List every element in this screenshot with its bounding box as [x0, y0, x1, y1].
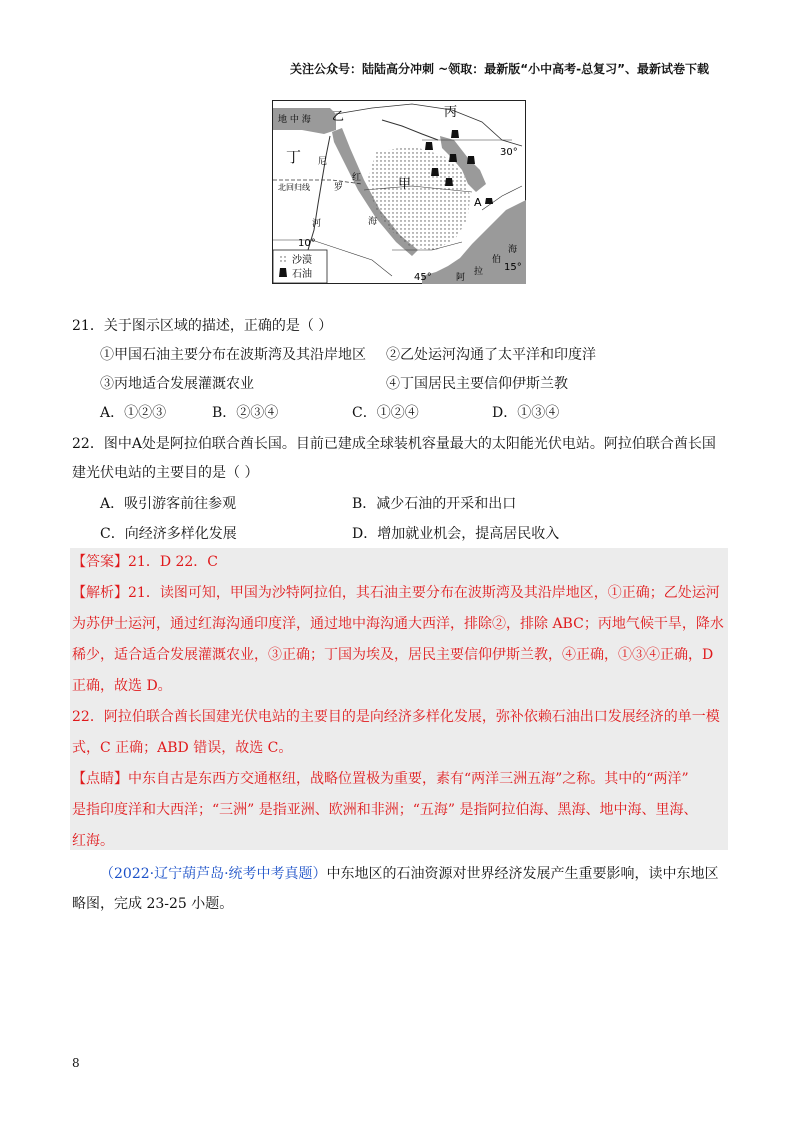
q22-stem-line1: 22．图中A处是阿拉伯联合酋长国。目前已建成全球装机容量最大的太阳能光伏电站。阿拉伯联合酋长国 — [72, 436, 716, 452]
label-a-char: 阿 — [456, 273, 466, 283]
q21-option-4: ④丁国居民主要信仰伊斯兰教 — [386, 376, 568, 392]
q21-choice-b: B．②③④ — [212, 405, 279, 421]
explanation-line-4: 正确，故选 D。 — [72, 678, 172, 694]
legend-oil-icon — [279, 268, 287, 277]
q21-choice-d: D．①③④ — [492, 405, 560, 421]
q21-option-2: ②乙处运河沟通了太平洋和印度洋 — [386, 347, 596, 363]
legend-oil-label: 石油 — [292, 269, 312, 280]
next-intro-line2: 略图，完成 23-25 小题。 — [72, 896, 234, 912]
label-bo: 伯 — [492, 255, 502, 265]
label-lat15: 15° — [504, 262, 522, 273]
label-bing: 丙 — [444, 105, 458, 120]
q21-choice-c: C．①②④ — [352, 405, 419, 421]
tip-line-1: 【点睛】中东自古是东西方交通枢纽，战略位置极为重要，素有“两洋三洲五海”之称。其中的“两洋” — [72, 771, 689, 787]
label-lon45: 45° — [414, 272, 432, 283]
q22-choice-d: D．增加就业机会，提高居民收入 — [352, 526, 560, 542]
answer-line: 【答案】21．D 22．C — [72, 554, 219, 570]
page-number: 8 — [72, 1056, 80, 1070]
tip-line-3: 红海。 — [72, 833, 114, 849]
label-ni: 尼 — [318, 157, 328, 167]
explanation-line-2: 为苏伊士运河，通过红海沟通印度洋，通过地中海沟通大西洋，排除②，排除 ABC；丙地气候干旱，降水 — [72, 616, 724, 632]
explanation-line-5: 22．阿拉伯联合酋长国建光伏电站的主要目的是向经济多样化发展，弥补依赖石油出口发展经济的单一模 — [72, 709, 720, 725]
next-text-1: 中东地区的石油资源对世界经济发展产生重要影响，读中东地区 — [326, 866, 719, 882]
label-hai-red: 海 — [368, 217, 378, 227]
q21-option-1: ①甲国石油主要分布在波斯湾及其沿岸地区 — [100, 347, 366, 363]
label-lat10: 10° — [298, 238, 316, 249]
legend-desert-swatch — [278, 255, 288, 263]
map-svg — [272, 100, 526, 284]
explanation-line-3: 稀少，适合适合发展灌溉农业，③正确；丁国为埃及，居民主要信仰伊斯兰教，④正确，①③④正确，D — [72, 647, 714, 663]
label-he: 河 — [312, 219, 322, 229]
label-yi: 乙 — [332, 109, 345, 123]
next-source: （2022·辽宁葫芦岛·统考中考真题） — [100, 866, 327, 882]
label-arab-hai: 海 — [508, 245, 518, 255]
q21-choice-a: A．①②③ — [100, 405, 167, 421]
label-mediterranean: 地 中 海 — [278, 115, 311, 125]
legend-desert-label: 沙漠 — [292, 255, 312, 266]
page-header: 关注公众号：陆陆高分冲刺 ~领取：最新版“小中高考-总复习”、最新试卷下载 — [290, 62, 709, 76]
label-ding: 丁 — [286, 148, 302, 166]
label-tropic: 北回归线 — [278, 183, 310, 192]
label-luo: 罗 — [334, 183, 344, 193]
label-a: A — [474, 196, 482, 209]
q21-option-3: ③丙地适合发展灌溉农业 — [100, 376, 254, 392]
q22-choice-a: A．吸引游客前往参观 — [100, 496, 237, 512]
label-la: 拉 — [474, 267, 484, 277]
q22-stem-line2: 建光伏电站的主要目的是（ ） — [72, 465, 259, 481]
tip-line-2: 是指印度洋和大西洋；“三洲” 是指亚洲、欧洲和非洲；“五海” 是指阿拉伯海、黑海、地中海、里海、 — [72, 802, 698, 818]
label-hong: 红 — [352, 173, 362, 183]
q22-choice-b: B．减少石油的开采和出口 — [352, 496, 517, 512]
next-intro-line1 — [100, 864, 719, 884]
q21-stem: 21．关于图示区域的描述，正确的是（ ） — [72, 318, 333, 334]
middle-east-map — [272, 100, 526, 284]
q22-choice-c: C．向经济多样化发展 — [100, 526, 237, 542]
label-lat30: 30° — [500, 147, 518, 158]
label-jia: 甲 — [398, 177, 412, 192]
explanation-line-6: 式，C 正确；ABD 错误，故选 C。 — [72, 740, 293, 756]
explanation-line-1: 【解析】21．读图可知，甲国为沙特阿拉伯，其石油主要分布在波斯湾及其沿岸地区，①正确；乙处运河 — [72, 585, 720, 601]
